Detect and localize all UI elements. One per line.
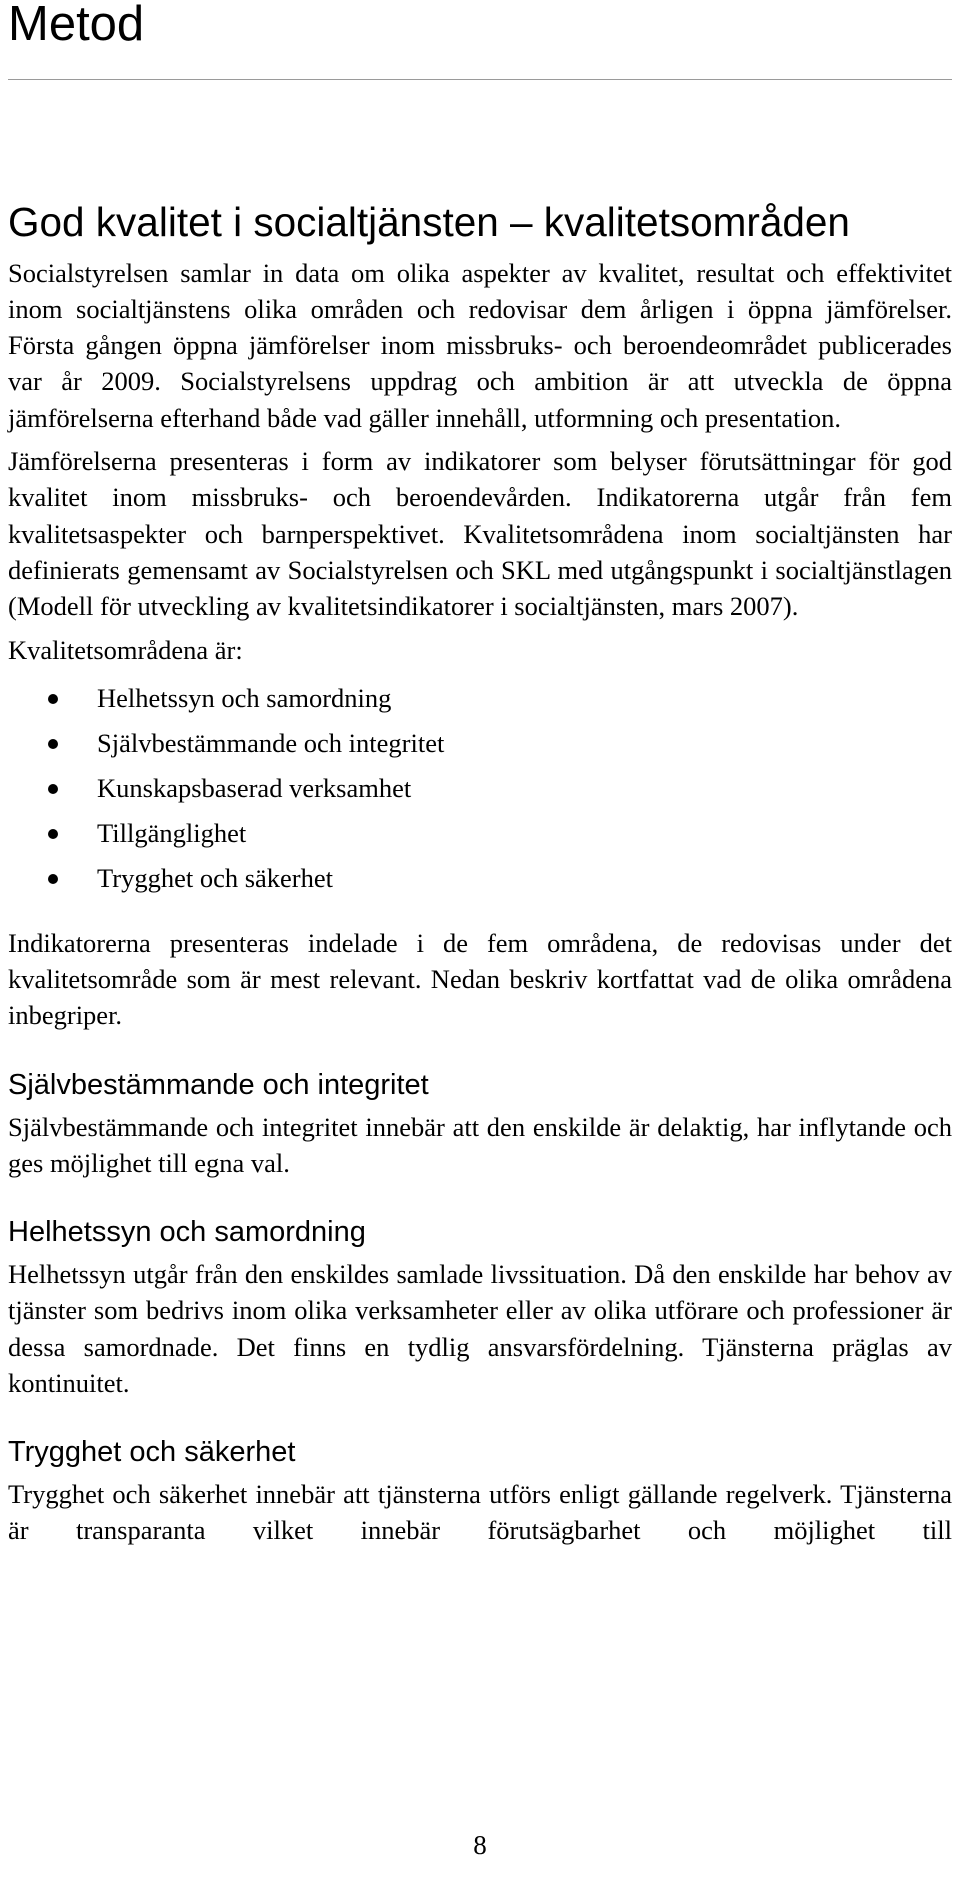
list-item-label: Helhetssyn och samordning <box>97 682 392 713</box>
main-content <box>8 198 952 1549</box>
bullet-icon <box>48 784 58 794</box>
subsection-text-holistic-view: Helhetssyn utgår från den enskildes samlade livssituation. Då den enskilde har behov av tjänster som bedrivs inom olika verksamheter eller av olika utförare och professioner är dessa samordnade. Det finns en tydlig ansvarsfördelning. Tjänsterna präglas av kontinuitet. <box>8 1258 952 1398</box>
list-item-label: Självbestämmande och integritet <box>97 727 445 758</box>
bullet-icon <box>48 874 58 884</box>
summary-paragraph: Indikatorerna presenteras indelade i de fem områdena, de redovisas under det kvalitetsområde som är mest relevant. Nedan beskriv kortfattat vad de olika områdena inbegriper. <box>8 927 952 1031</box>
intro-paragraph: Socialstyrelsen samlar in data om olika aspekter av kvalitet, resultat och effektivitet inom socialtjänstens olika områden och redovisar dem årligen i öppna jämförelser. Första gången öppna jämförelser inom missbruks- och beroendeområdet publicerades var år 2009. Socialstyrelsens uppdrag och ambition är att utveckla de öppna jämförelserna efterhand både vad gäller innehåll, utformning och presentation. <box>8 257 952 433</box>
list-item <box>8 721 952 766</box>
list-item <box>8 856 952 901</box>
page-number: 8 <box>473 1830 487 1860</box>
bullet-icon <box>48 829 58 839</box>
list-intro: Kvalitetsområdena är: <box>8 634 243 665</box>
subsection-text-self-determination: Självbestämmande och integritet innebär att den enskilde är delaktig, har inflytande och ges möjlighet till egna val. <box>8 1111 952 1178</box>
quality-areas-list <box>8 676 952 901</box>
subsection-heading-safety: Trygghet och säkerhet <box>8 1436 296 1469</box>
subsection-heading-self-determination: Självbestämmande och integritet <box>8 1068 429 1101</box>
bullet-icon <box>48 694 58 704</box>
bullet-icon <box>48 739 58 749</box>
subsection-heading-holistic-view: Helhetssyn och samordning <box>8 1216 366 1249</box>
indicators-paragraph: Jämförelserna presenteras i form av indikatorer som belyser förutsättningar för god kvalitet inom missbruks- och beroendevården. Indikatorerna utgår från fem kvalitetsaspekter och barnperspektivet. Kvalitetsområdena inom socialtjänsten har definierats gemensamt av Socialstyrelsen och SKL med utgångspunkt i socialtjänstlagen (Modell för utveckling av kvalitetsindikatorer i socialtjänsten, mars 2007). <box>8 446 952 622</box>
subsection-text-safety: Trygghet och säkerhet innebär att tjänsterna utförs enligt gällande regelverk. Tjänsterna är transparanta vilket innebär förutsägbarhet och möjlighet till <box>8 1478 952 1546</box>
page-title: Metod <box>8 0 145 51</box>
list-item <box>8 811 952 856</box>
title-divider <box>8 79 952 80</box>
section-heading: God kvalitet i socialtjänsten – kvalitetsområden <box>8 199 850 245</box>
list-item-label: Kunskapsbaserad verksamhet <box>97 772 412 803</box>
list-item-label: Tillgänglighet <box>97 817 247 848</box>
list-item <box>8 676 952 721</box>
list-item-label: Trygghet och säkerhet <box>97 862 334 893</box>
list-item <box>8 766 952 811</box>
